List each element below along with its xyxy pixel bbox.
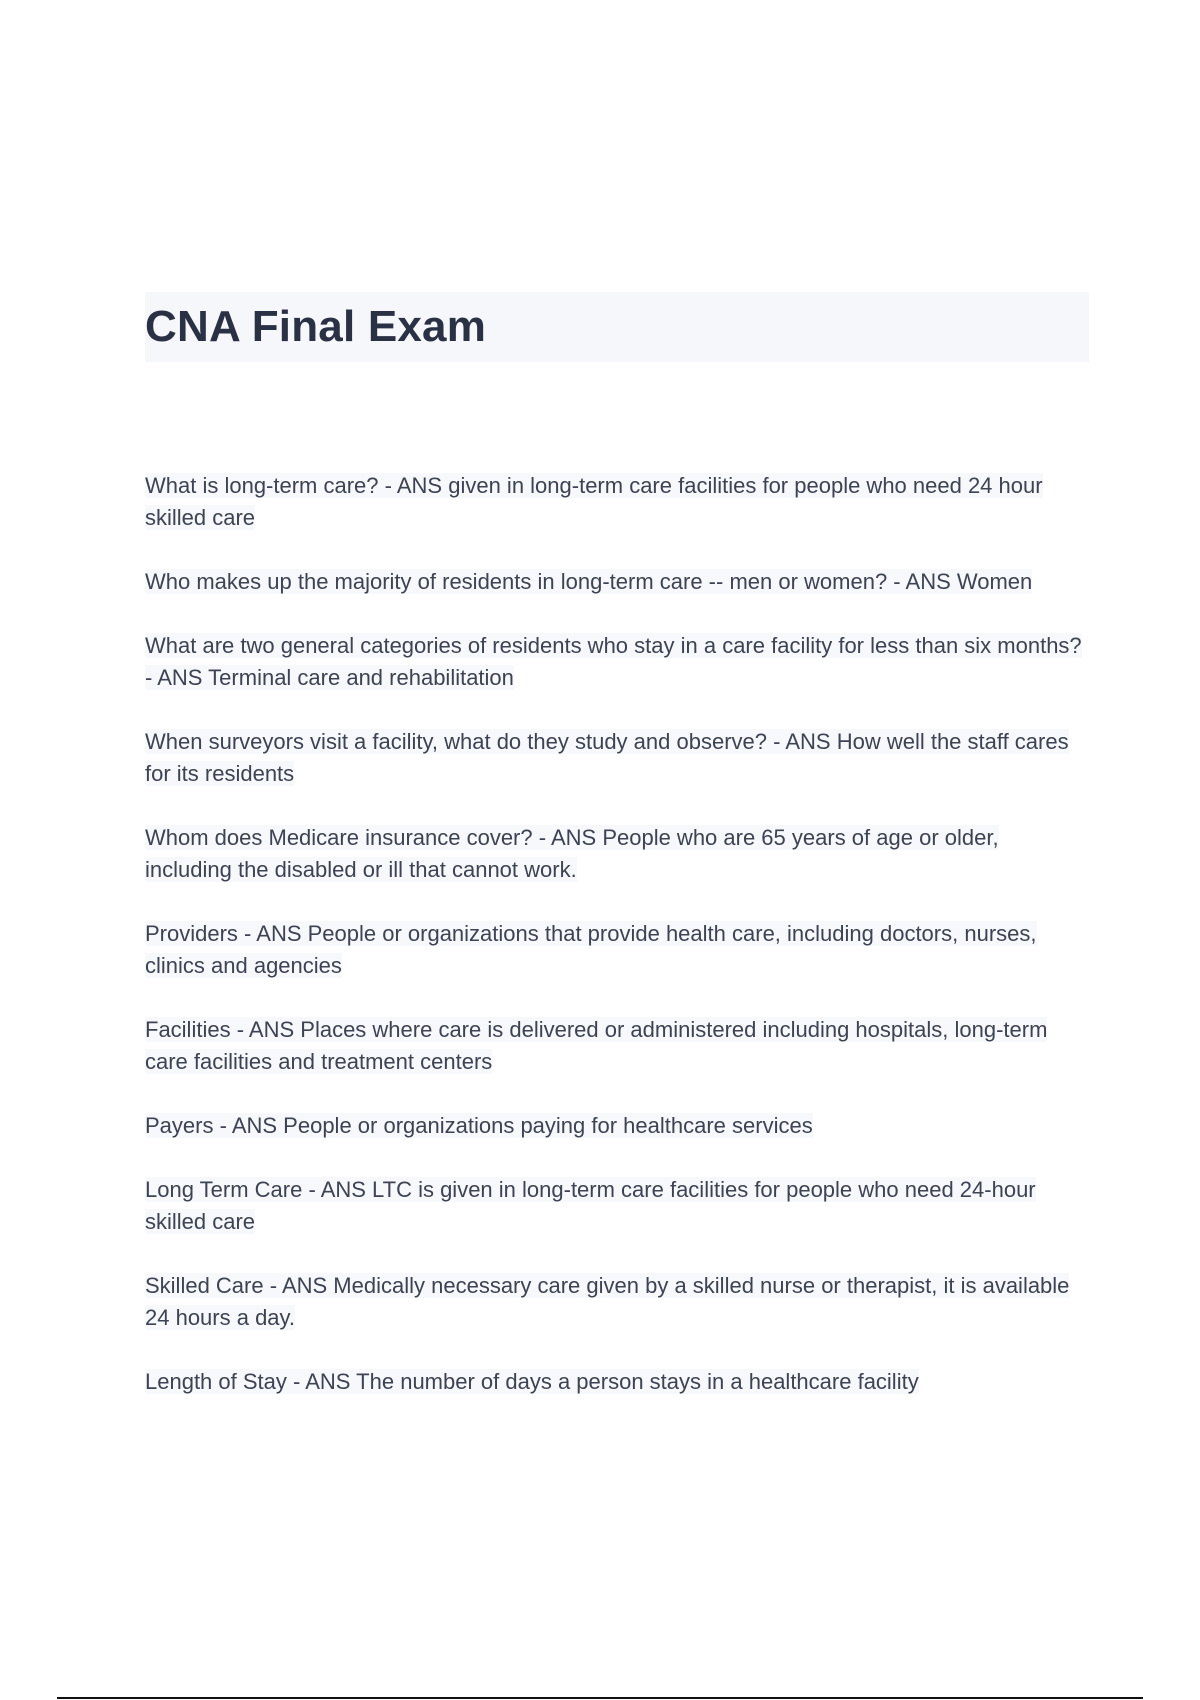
qa-item: Length of Stay - ANS The number of days a person stays in a healthcare facility bbox=[145, 1369, 919, 1394]
page-title: CNA Final Exam bbox=[145, 302, 487, 351]
answer-text: ANS People or organizations paying for healthcare services bbox=[231, 1113, 813, 1138]
answer-text: ANS Women bbox=[905, 569, 1033, 594]
qa-item: Facilities - ANS Places where care is delivered or administered including hospitals, long-term care facilities and treatment centers bbox=[145, 1017, 1048, 1074]
title-banner bbox=[145, 292, 1089, 362]
qa-item: Providers - ANS People or organizations that provide health care, including doctors, nurses, clinics and agencies bbox=[145, 921, 1037, 978]
answer-text: ANS given in long-term care facilities for people who need 24 hour skilled care bbox=[145, 473, 1043, 530]
question-text: Skilled Care bbox=[145, 1273, 264, 1298]
answer-text: ANS How well the staff cares for its residents bbox=[145, 729, 1069, 786]
question-text: What is long-term care? bbox=[145, 473, 379, 498]
question-text: Length of Stay bbox=[145, 1369, 287, 1394]
qa-item: What is long-term care? - ANS given in long-term care facilities for people who need 24 hour skilled care bbox=[145, 473, 1043, 530]
answer-text: ANS Terminal care and rehabilitation bbox=[157, 665, 514, 690]
question-text: What are two general categories of residents who stay in a care facility for less than six months? bbox=[145, 633, 1082, 658]
footer-divider bbox=[57, 1697, 1143, 1699]
answer-text: ANS People or organizations that provide health care, including doctors, nurses, clinics and agencies bbox=[145, 921, 1037, 978]
qa-item: Whom does Medicare insurance cover? - ANS People who are 65 years of age or older, including the disabled or ill that cannot work. bbox=[145, 825, 999, 882]
answer-text: ANS Places where care is delivered or administered including hospitals, long-term care facilities and treatment centers bbox=[145, 1017, 1048, 1074]
answer-text: ANS The number of days a person stays in a healthcare facility bbox=[305, 1369, 919, 1394]
qa-item: Who makes up the majority of residents in long-term care -- men or women? - ANS Women bbox=[145, 569, 1033, 594]
question-text: Whom does Medicare insurance cover? bbox=[145, 825, 533, 850]
qa-item: Long Term Care - ANS LTC is given in long-term care facilities for people who need 24-hour skilled care bbox=[145, 1177, 1036, 1234]
question-text: Facilities bbox=[145, 1017, 231, 1042]
question-text: Payers bbox=[145, 1113, 214, 1138]
question-text: Providers bbox=[145, 921, 238, 946]
qa-item: What are two general categories of residents who stay in a care facility for less than six months? - ANS Terminal care and rehabilitation bbox=[145, 633, 1082, 690]
qa-list bbox=[145, 470, 1089, 1430]
question-text: Who makes up the majority of residents in long-term care -- men or women? bbox=[145, 569, 888, 594]
answer-text: ANS LTC is given in long-term care facilities for people who need 24-hour skilled care bbox=[145, 1177, 1036, 1234]
answer-text: ANS People who are 65 years of age or older, including the disabled or ill that cannot work. bbox=[145, 825, 999, 882]
question-text: When surveyors visit a facility, what do they study and observe? bbox=[145, 729, 767, 754]
question-text: Long Term Care bbox=[145, 1177, 303, 1202]
qa-item: Skilled Care - ANS Medically necessary care given by a skilled nurse or therapist, it is available 24 hours a day. bbox=[145, 1273, 1070, 1330]
qa-item: When surveyors visit a facility, what do they study and observe? - ANS How well the staff cares for its residents bbox=[145, 729, 1069, 786]
answer-text: ANS Medically necessary care given by a skilled nurse or therapist, it is available 24 hours a day. bbox=[145, 1273, 1070, 1330]
qa-item: Payers - ANS People or organizations paying for healthcare services bbox=[145, 1113, 813, 1138]
